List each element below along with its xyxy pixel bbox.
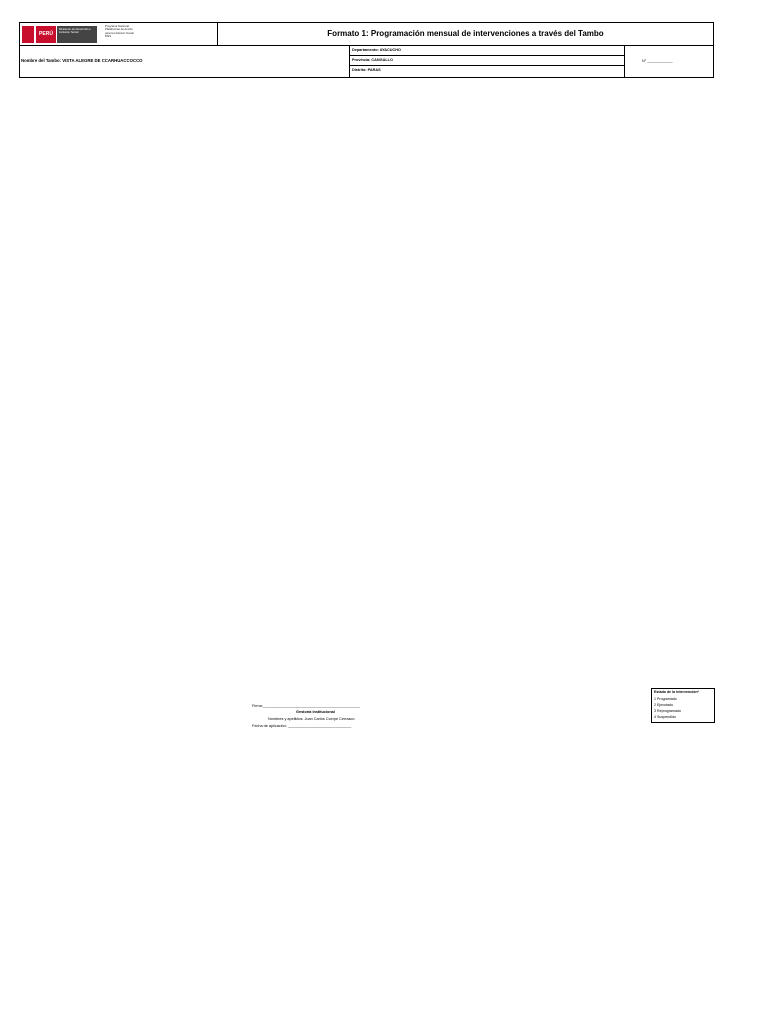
legend-item: 1 Programado <box>654 697 677 701</box>
firma-line: Firma:______________________________________________ <box>252 704 360 708</box>
tambo-box <box>19 46 349 78</box>
fecha-aplicacion: Fecha de aplicación: ______________________________ <box>252 724 352 728</box>
page-title: Formato 1: Programación mensual de intervenciones a través del Tambo <box>327 29 604 38</box>
program-name: Programa Nacional Plataformas de Acción para la Inclusión Social PAIS <box>105 24 134 38</box>
legend-item: 2 Ejecutado <box>654 703 673 707</box>
legend-box <box>651 688 715 723</box>
legend-title: Estado de la intervención* <box>654 690 699 694</box>
peru-logo: PERÚ <box>36 26 56 43</box>
logo-block <box>19 22 217 46</box>
tambo-name: Nombre del Tambo: VISTA ALEGRE DE CCARHUACCOCCO <box>21 58 143 63</box>
ministry-logo: Ministerio de Desarrollo e Inclusión Social <box>57 26 97 43</box>
location-box <box>349 46 714 78</box>
distrito: Distrito: PARAS <box>352 68 381 72</box>
title-box <box>217 22 714 46</box>
departamento: Departamento: AYACUCHO <box>352 48 401 52</box>
gestoria: Gestoría Institucional <box>296 710 335 714</box>
nombres: Nombres y apellidos: Juan Carlos Ccerpe Cerrasco <box>268 717 355 721</box>
legend-item: 4 Suspendido <box>654 715 676 719</box>
provincia: Provincia: CANGALLO <box>352 58 393 62</box>
legend-item: 3 Reprogramado <box>654 709 681 713</box>
emblem-icon <box>22 26 34 43</box>
numero-field: N° ____________ <box>642 59 673 63</box>
